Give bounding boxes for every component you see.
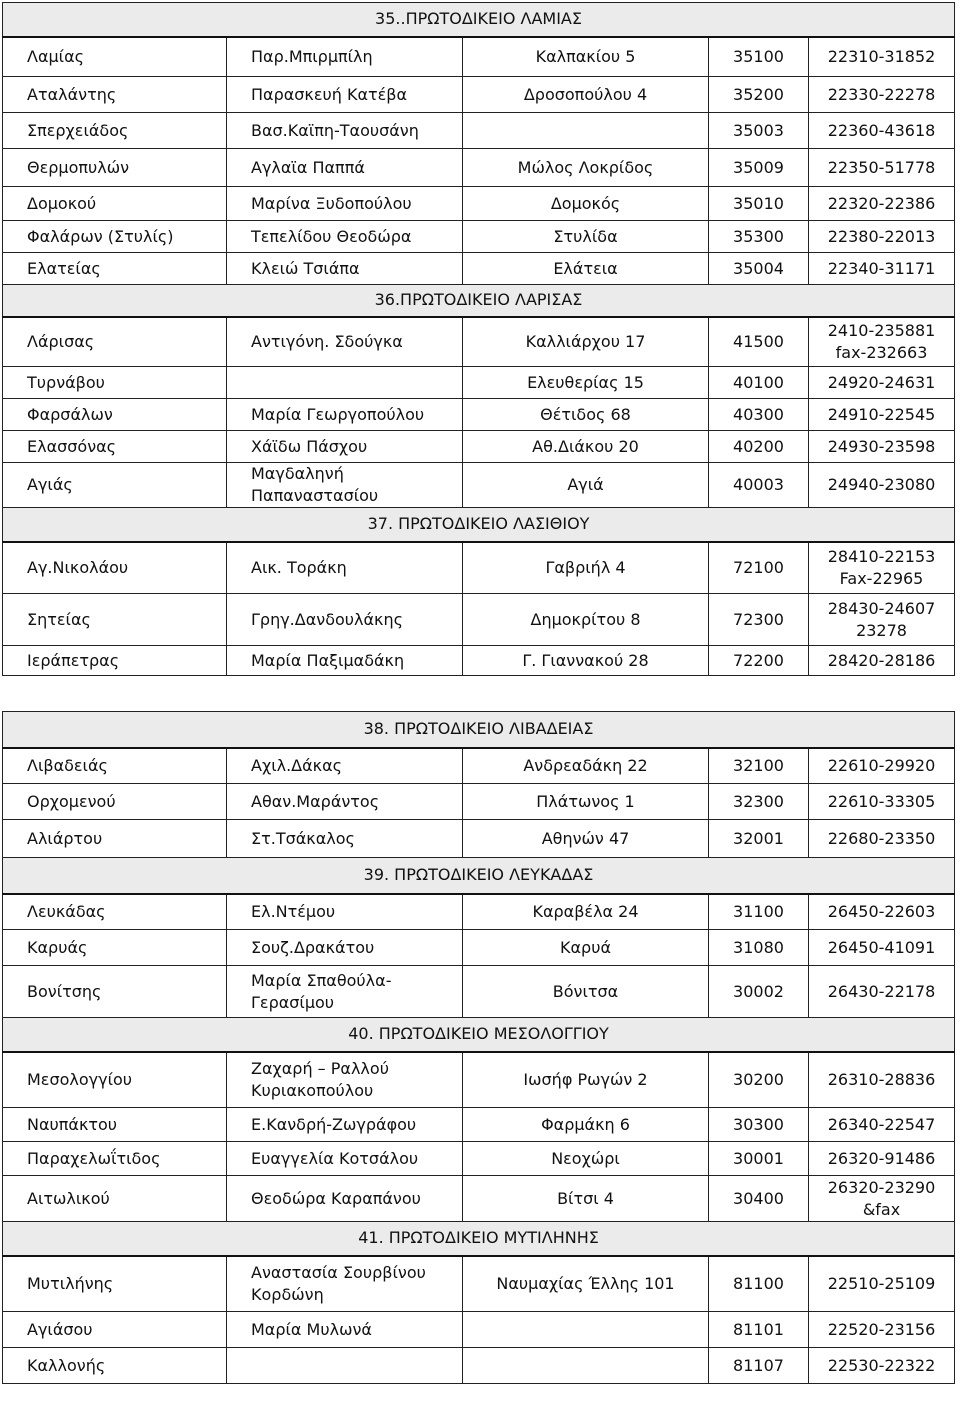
court-name: Ναυπάκτου: [3, 1108, 227, 1142]
officer-name: Γρηγ.Δανδουλάκης: [227, 594, 463, 646]
court-name: Αγιάσου: [3, 1312, 227, 1348]
postal-code: 81107: [709, 1348, 809, 1384]
postal-code: 72100: [709, 542, 809, 594]
court-name: Θερμοπυλών: [3, 149, 227, 187]
phone: 26310-28836: [809, 1052, 955, 1108]
postal-code: 32300: [709, 784, 809, 820]
postal-code: 35100: [709, 37, 809, 77]
address: Θέτιδος 68: [463, 399, 709, 431]
court-name: Τυρνάβου: [3, 367, 227, 399]
phone: 26450-41091: [809, 930, 955, 966]
table-row: [3, 317, 955, 367]
section-title: 35..ΠΡΩΤΟΔΙΚΕΙΟ ΛΑΜΙΑΣ: [3, 3, 955, 37]
phone: 22360-43618: [809, 113, 955, 149]
phone: 26320-23290 &fax: [809, 1176, 955, 1222]
table-row: [3, 463, 955, 508]
table-row: [3, 1142, 955, 1176]
address: Αθηνών 47: [463, 820, 709, 858]
postal-code: 81101: [709, 1312, 809, 1348]
courts-table-1: [2, 2, 955, 676]
phone: 22610-29920: [809, 748, 955, 784]
section-title: 38. ΠΡΩΤΟΔΙΚΕΙΟ ΛΙΒΑΔΕΙΑΣ: [3, 712, 955, 748]
postal-code: 31100: [709, 894, 809, 930]
court-name: Αγιάς: [3, 463, 227, 508]
court-name: Αιτωλικού: [3, 1176, 227, 1222]
officer-name: Ελ.Ντέμου: [227, 894, 463, 930]
table-row: [3, 542, 955, 594]
phone: 22680-23350: [809, 820, 955, 858]
court-name: Δομοκού: [3, 187, 227, 221]
section-title: 40. ΠΡΩΤΟΔΙΚΕΙΟ ΜΕΣΟΛΟΓΓΙΟΥ: [3, 1018, 955, 1052]
table-row: [3, 113, 955, 149]
table-row: [3, 894, 955, 930]
address: Καλλιάρχου 17: [463, 317, 709, 367]
address: Καλπακίου 5: [463, 37, 709, 77]
court-name: Λευκάδας: [3, 894, 227, 930]
address: Ναυμαχίας Έλλης 101: [463, 1256, 709, 1312]
section-title: 36.ΠΡΩΤΟΔΙΚΕΙΟ ΛΑΡΙΣΑΣ: [3, 285, 955, 317]
phone: 26340-22547: [809, 1108, 955, 1142]
address: Γαβριήλ 4: [463, 542, 709, 594]
postal-code: 35004: [709, 253, 809, 285]
court-name: Λάρισας: [3, 317, 227, 367]
phone: 22310-31852: [809, 37, 955, 77]
officer-name: Μαρία Σπαθούλα- Γερασίμου: [227, 966, 463, 1018]
postal-code: 40300: [709, 399, 809, 431]
phone: 24910-22545: [809, 399, 955, 431]
officer-name: [227, 367, 463, 399]
table-row: [3, 930, 955, 966]
phone: 28410-22153 Fax-22965: [809, 542, 955, 594]
address: Δροσοπούλου 4: [463, 77, 709, 113]
phone: 22320-22386: [809, 187, 955, 221]
officer-name: Θεοδώρα Καραπάνου: [227, 1176, 463, 1222]
postal-code: 40100: [709, 367, 809, 399]
table-row: [3, 149, 955, 187]
court-name: Βονίτσης: [3, 966, 227, 1018]
postal-code: 41500: [709, 317, 809, 367]
table-row: [3, 594, 955, 646]
table-row: [3, 1256, 955, 1312]
address: Μώλος Λοκρίδος: [463, 149, 709, 187]
section-title: 41. ΠΡΩΤΟΔΙΚΕΙΟ ΜΥΤΙΛΗΝΗΣ: [3, 1222, 955, 1256]
court-name: Αγ.Νικολάου: [3, 542, 227, 594]
table-row: [3, 253, 955, 285]
court-name: Ελασσόνας: [3, 431, 227, 463]
postal-code: 35009: [709, 149, 809, 187]
address: Δομοκός: [463, 187, 709, 221]
phone: 22510-25109: [809, 1256, 955, 1312]
officer-name: Παρ.Μπιρμπίλη: [227, 37, 463, 77]
phone: 26450-22603: [809, 894, 955, 930]
court-name: Ιεράπετρας: [3, 646, 227, 676]
phone: 26430-22178: [809, 966, 955, 1018]
postal-code: 72200: [709, 646, 809, 676]
table-row: [3, 966, 955, 1018]
officer-name: Κλειώ Τσιάπα: [227, 253, 463, 285]
address: Ελάτεια: [463, 253, 709, 285]
court-name: Καλλονής: [3, 1348, 227, 1384]
courts-table-2: [2, 711, 955, 1384]
postal-code: 35300: [709, 221, 809, 253]
officer-name: [227, 1348, 463, 1384]
table-row: [3, 748, 955, 784]
phone: 28430-24607 23278: [809, 594, 955, 646]
court-name: Ορχομενού: [3, 784, 227, 820]
table-row: [3, 431, 955, 463]
phone: 24920-24631: [809, 367, 955, 399]
address: Βίτσι 4: [463, 1176, 709, 1222]
address: Στυλίδα: [463, 221, 709, 253]
officer-name: Αικ. Τοράκη: [227, 542, 463, 594]
officer-name: Τεπελίδου Θεοδώρα: [227, 221, 463, 253]
phone: 24940-23080: [809, 463, 955, 508]
postal-code: 31080: [709, 930, 809, 966]
postal-code: 32100: [709, 748, 809, 784]
officer-name: Βασ.Καϊπη-Ταουσάνη: [227, 113, 463, 149]
table-row: [3, 820, 955, 858]
officer-name: Ε.Κανδρή-Ζωγράφου: [227, 1108, 463, 1142]
address: Βόνιτσα: [463, 966, 709, 1018]
table-row: [3, 77, 955, 113]
court-name: Αταλάντης: [3, 77, 227, 113]
officer-name: Αθαν.Μαράντος: [227, 784, 463, 820]
address: Αθ.Διάκου 20: [463, 431, 709, 463]
officer-name: Μαρίνα Ξυδοπούλου: [227, 187, 463, 221]
address: Δημοκρίτου 8: [463, 594, 709, 646]
address: Ανδρεαδάκη 22: [463, 748, 709, 784]
table-row: [3, 187, 955, 221]
table-row: [3, 1348, 955, 1384]
phone: 24930-23598: [809, 431, 955, 463]
phone: 22330-22278: [809, 77, 955, 113]
phone: 22380-22013: [809, 221, 955, 253]
phone: 22610-33305: [809, 784, 955, 820]
table-row: [3, 1052, 955, 1108]
postal-code: 32001: [709, 820, 809, 858]
phone: 2410-235881 fax-232663: [809, 317, 955, 367]
officer-name: Στ.Τσάκαλος: [227, 820, 463, 858]
postal-code: 30400: [709, 1176, 809, 1222]
postal-code: 35003: [709, 113, 809, 149]
table-row: [3, 646, 955, 676]
phone: 26320-91486: [809, 1142, 955, 1176]
table-row: [3, 37, 955, 77]
address: [463, 113, 709, 149]
postal-code: 72300: [709, 594, 809, 646]
court-name: Σπερχειάδος: [3, 113, 227, 149]
address: Πλάτωνος 1: [463, 784, 709, 820]
postal-code: 30001: [709, 1142, 809, 1176]
phone: 22530-22322: [809, 1348, 955, 1384]
officer-name: Ευαγγελία Κοτσάλου: [227, 1142, 463, 1176]
court-name: Μεσολογγίου: [3, 1052, 227, 1108]
officer-name: Μαρία Γεωργοπούλου: [227, 399, 463, 431]
address: Ελευθερίας 15: [463, 367, 709, 399]
officer-name: Μαρία Παξιμαδάκη: [227, 646, 463, 676]
postal-code: 30300: [709, 1108, 809, 1142]
court-name: Φαρσάλων: [3, 399, 227, 431]
address: Ιωσήφ Ρωγών 2: [463, 1052, 709, 1108]
court-name: Καρυάς: [3, 930, 227, 966]
phone: 22520-23156: [809, 1312, 955, 1348]
postal-code: 35010: [709, 187, 809, 221]
table-row: [3, 1312, 955, 1348]
phone: 22340-31171: [809, 253, 955, 285]
table-row: [3, 399, 955, 431]
court-name: Ελατείας: [3, 253, 227, 285]
address: [463, 1312, 709, 1348]
court-name: Παραχελωΐτιδος: [3, 1142, 227, 1176]
officer-name: Αντιγόνη. Σδούγκα: [227, 317, 463, 367]
postal-code: 35200: [709, 77, 809, 113]
address: Καραβέλα 24: [463, 894, 709, 930]
postal-code: 30002: [709, 966, 809, 1018]
postal-code: 81100: [709, 1256, 809, 1312]
postal-code: 40200: [709, 431, 809, 463]
court-name: Σητείας: [3, 594, 227, 646]
court-name: Μυτιλήνης: [3, 1256, 227, 1312]
postal-code: 40003: [709, 463, 809, 508]
officer-name: Μαρία Μυλωνά: [227, 1312, 463, 1348]
court-name: Αλιάρτου: [3, 820, 227, 858]
address: Φαρμάκη 6: [463, 1108, 709, 1142]
postal-code: 30200: [709, 1052, 809, 1108]
court-name: Λιβαδειάς: [3, 748, 227, 784]
court-name: Φαλάρων (Στυλίς): [3, 221, 227, 253]
table-row: [3, 221, 955, 253]
phone: 22350-51778: [809, 149, 955, 187]
officer-name: Μαγδαληνή Παπαναστασίου: [227, 463, 463, 508]
section-title: 37. ΠΡΩΤΟΔΙΚΕΙΟ ΛΑΣΙΘΙΟΥ: [3, 508, 955, 542]
address: Αγιά: [463, 463, 709, 508]
table-row: [3, 1176, 955, 1222]
officer-name: Σουζ.Δρακάτου: [227, 930, 463, 966]
table-row: [3, 367, 955, 399]
phone: 28420-28186: [809, 646, 955, 676]
address: Καρυά: [463, 930, 709, 966]
court-name: Λαμίας: [3, 37, 227, 77]
officer-name: Αγλαϊα Παππά: [227, 149, 463, 187]
section-title: 39. ΠΡΩΤΟΔΙΚΕΙΟ ΛΕΥΚΑΔΑΣ: [3, 858, 955, 894]
address: Νεοχώρι: [463, 1142, 709, 1176]
officer-name: Ζαχαρή – Ραλλού Κυριακοπούλου: [227, 1052, 463, 1108]
table-row: [3, 1108, 955, 1142]
officer-name: Παρασκευή Κατέβα: [227, 77, 463, 113]
address: [463, 1348, 709, 1384]
address: Γ. Γιαννακού 28: [463, 646, 709, 676]
officer-name: Χάϊδω Πάσχου: [227, 431, 463, 463]
officer-name: Αναστασία Σουρβίνου Κορδώνη: [227, 1256, 463, 1312]
table-row: [3, 784, 955, 820]
officer-name: Αχιλ.Δάκας: [227, 748, 463, 784]
